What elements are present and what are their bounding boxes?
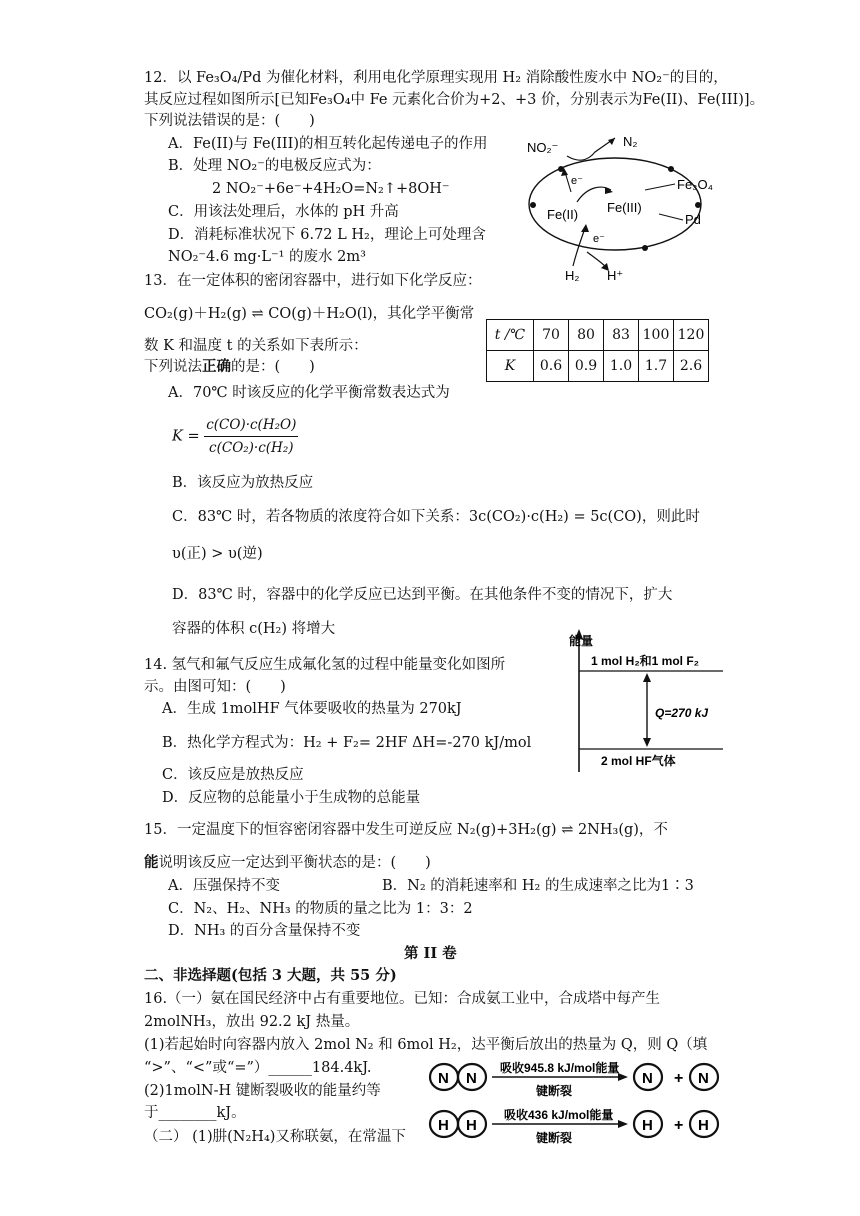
section-title: 第 II 卷 — [404, 945, 457, 962]
q15-option-b: B．N₂ 的消耗速率和 H₂ 的生成速率之比为1∶3 — [382, 878, 694, 894]
fe3-label: Fe(III) — [607, 200, 642, 215]
h-atom-label: H — [642, 1117, 653, 1134]
q16-line7: （二） (1)肼(N₂H₄)又称联氨，在常温下 — [144, 1129, 406, 1145]
q13-question: 下列说法正确的是：( ) — [144, 358, 315, 375]
q14-line1: 14. 氢气和氟气反应生成氟化氢的过程中能量变化如图所 — [144, 657, 506, 673]
q15-option-d: D．NH₃ 的百分含量保持不变 — [168, 923, 361, 939]
hplus-label: H⁺ — [607, 268, 624, 282]
n2-energy-label: 吸收945.8 kJ/mol能量 — [500, 1061, 620, 1075]
q13-k-expression: K = $\frac{\text{c(CO)·c(H₂O)}}{\text{c(CO₂)·c(H₂)}}$ — [172, 414, 298, 459]
q12-option-b-equation: 2 NO₂⁻+6e⁻+4H₂O=N₂↑+8OH⁻ — [212, 181, 450, 197]
q16-line5: (2)1molN-H 键断裂吸收的能量约等 — [144, 1083, 381, 1099]
n-atom-label: N — [438, 1070, 449, 1087]
q13-line3: 数 K 和温度 t 的关系如下表所示： — [144, 338, 368, 354]
h-atom-label: H — [466, 1117, 477, 1134]
bond-breaking-diagram — [428, 1060, 724, 1150]
n-atom-label: N — [642, 1070, 653, 1087]
q15-line2: 能说明该反应一定达到平衡状态的是：( ) — [144, 854, 431, 871]
table-cell: 0.6 — [534, 351, 569, 382]
q13-option-a: A．70℃ 时该反应的化学平衡常数表达式为 — [168, 385, 450, 401]
no2-label: NO₂⁻ — [527, 140, 559, 155]
table-cell: 70 — [534, 320, 569, 351]
q15-option-a: A．压强保持不变 — [168, 878, 280, 894]
q15-option-c: C．N₂、H₂、NH₃ 的物质的量之比为 1：3：2 — [168, 901, 473, 917]
reactant-label: 1 mol H₂和1 mol F₂ — [591, 654, 700, 668]
table-cell: 1.7 — [639, 351, 674, 382]
q13-k-table — [486, 319, 709, 382]
q16-line4: “>”、“<”或“=”）______184.4kJ. — [144, 1060, 372, 1076]
table-cell: 80 — [569, 320, 604, 351]
q14-line2: 示。由图可知：( ) — [144, 679, 286, 695]
h2-label: H₂ — [565, 268, 580, 282]
q12-option-d-cont: NO₂⁻4.6 mg·L⁻¹ 的废水 2m³ — [168, 249, 366, 265]
q12-option-b: B．处理 NO₂⁻的电极反应式为： — [168, 158, 381, 174]
q12-line2: 其反应过程如图所示[已知Fe₃O₄中 Fe 元素化合价为+2、+3 价，分别表示为Fe(II)、Fe(III)]。 — [144, 92, 765, 108]
n-atom-label: N — [466, 1070, 477, 1087]
q12-option-d: D．消耗标准状况下 6.72 L H₂，理论上可处理含 — [168, 227, 486, 243]
table-cell: 100 — [639, 320, 674, 351]
k-numerator: c(CO)·c(H₂O) — [204, 414, 298, 437]
q16-line6: 于________kJ。 — [144, 1105, 246, 1121]
q13-equation: CO₂(g)＋H₂(g) ⇌ CO(g)＋H₂O(l)，其化学平衡常 — [144, 306, 475, 322]
q13-option-d: D．83℃ 时，容器中的化学反应已达到平衡。在其他条件不变的情况下，扩大 — [172, 587, 673, 603]
electron-label-bottom: e⁻ — [593, 233, 605, 245]
n2-break-label: 键断裂 — [536, 1084, 573, 1098]
q14-option-b: B．热化学方程式为：H₂ + F₂= 2HF ΔH=-270 kJ/mol — [162, 735, 532, 751]
pd-dot — [668, 166, 674, 172]
table-cell: 0.9 — [569, 351, 604, 382]
q13-option-c: C．83℃ 时，若各物质的浓度符合如下关系：3c(CO₂)·c(H₂) = 5c(CO)，则此时 — [172, 509, 700, 525]
q12-line3: 下列说法错误的是：( ) — [144, 113, 315, 129]
q12-option-c: C．用该法处理后，水体的 pH 升高 — [168, 204, 399, 220]
h2-energy-label: 吸收436 kJ/mol能量 — [504, 1108, 614, 1122]
q14-energy-diagram — [565, 627, 735, 775]
q15-line1: 15．一定温度下的恒容密闭容器中发生可逆反应 N₂(g)+3H₂(g) ⇌ 2NH₃(g)，不 — [144, 822, 668, 838]
q13-option-c-cont: υ(正) > υ(逆) — [172, 546, 263, 562]
electron-label-top: e⁻ — [571, 175, 583, 187]
q16-line1: 16.（一）氨在国民经济中占有重要地位。已知：合成氨工业中，合成塔中每产生 — [144, 991, 661, 1007]
table-header-k: K — [487, 351, 534, 382]
table-cell: 1.0 — [604, 351, 639, 382]
q16-line2: 2molNH₃，放出 92.2 kJ 热量。 — [144, 1014, 360, 1030]
q12-catalyst-diagram — [515, 132, 745, 282]
pd-dot — [530, 202, 536, 208]
table-header-t: t /℃ — [487, 320, 534, 351]
table-cell: 120 — [674, 320, 709, 351]
q13-line1: 13．在一定体积的密闭容器中，进行如下化学反应： — [144, 273, 482, 289]
q12-option-a: A．Fe(II)与 Fe(III)的相互转化起传递电子的作用 — [168, 136, 488, 152]
h-atom-label: H — [698, 1117, 709, 1134]
q14-option-c: C．该反应是放热反应 — [162, 767, 304, 783]
h2-break-label: 键断裂 — [536, 1131, 573, 1145]
fe3o4-label: Fe₃O₄ — [677, 177, 713, 192]
q14-option-d: D．反应物的总能量小于生成物的总能量 — [162, 790, 421, 806]
q13-option-d-cont: 容器的体积 c(H₂) 将增大 — [172, 621, 336, 637]
q-label: Q=270 kJ — [655, 706, 709, 720]
table-cell: 83 — [604, 320, 639, 351]
n-atom-label: N — [698, 1070, 709, 1087]
pd-dot — [695, 202, 701, 208]
product-label: 2 mol HF气体 — [601, 754, 676, 768]
plus-sign: + — [674, 1117, 684, 1134]
pd-label: Pd — [685, 212, 701, 227]
pd-dot — [642, 245, 648, 251]
q12-line1: 12．以 Fe₃O₄/Pd 为催化材料，利用电化学原理实现用 H₂ 消除酸性废水中 NO₂⁻的目的， — [144, 70, 728, 86]
no2-to-n2-arrow — [567, 138, 615, 160]
q13-option-b: B．该反应为放热反应 — [172, 475, 314, 491]
n2-label: N₂ — [623, 134, 638, 149]
q14-option-a: A．生成 1molHF 气体要吸收的热量为 270kJ — [162, 701, 462, 717]
h-atom-label: H — [438, 1117, 449, 1134]
table-cell: 2.6 — [674, 351, 709, 382]
plus-sign: + — [674, 1070, 684, 1087]
q16-line3: (1)若起始时向容器内放入 2mol N₂ 和 6mol H₂，达平衡后放出的热量为 Q，则 Q（填 — [144, 1037, 708, 1053]
energy-axis-label: 能量 — [569, 634, 594, 648]
fe2-label: Fe(II) — [547, 207, 579, 222]
section-subtitle: 二、非选择题(包括 3 大题，共 55 分) — [144, 967, 397, 984]
k-denominator: c(CO₂)·c(H₂) — [209, 440, 294, 456]
